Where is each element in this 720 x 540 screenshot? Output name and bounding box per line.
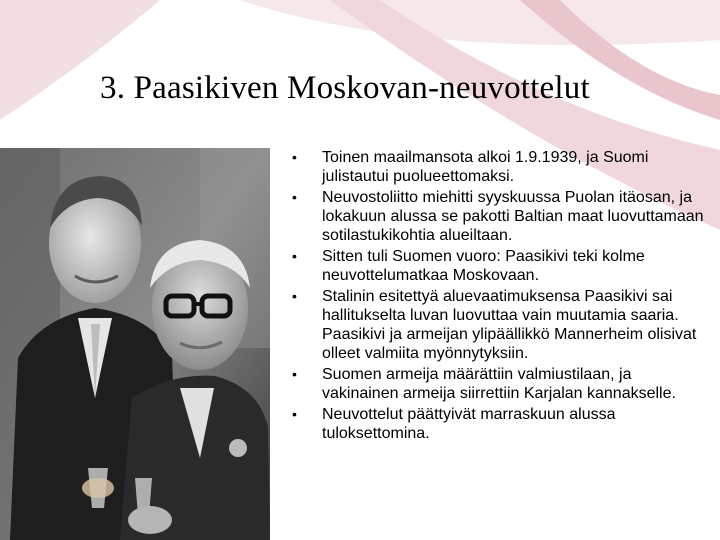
bullet-icon: • [292,288,297,304]
bullet-item: • Sitten tuli Suomen vuoro: Paasikivi teki kolme neuvottelumatkaa Moskovaan. [292,248,645,284]
bullet-icon: • [292,149,297,165]
bullet-item: • Toinen maailmansota alkoi 1.9.1939, ja Suomi julistautui puolueettomaksi. [292,149,649,185]
bullet-item: • Suomen armeija määrättiin valmiustilaan, ja vakinainen armeija siirrettiin Karjalan kannakselle. [292,366,676,402]
hand [128,506,172,534]
bullet-item: • Stalinin esitettyä aluevaatimuksensa Paasikivi sai hallitukselta luvan luovuttaa vain muutamia saaria. Paasikivi ja armeijan ylipäällikkö Mannerheim olisivat olleet valmiita myönnytyksiin. [292,288,697,362]
bullet-icon: • [292,189,297,205]
lapel-flower [229,439,247,457]
bullet-item: • Neuvottelut päättyivät marraskuun alussa tuloksettomina. [292,406,616,442]
bullet-list [291,148,711,445]
bullet-icon: • [292,366,297,382]
top-swoosh [240,0,720,45]
bullet-icon: • [292,248,297,264]
bullet-icon: • [292,406,297,422]
bullet-item: • Neuvostoliitto miehitti syyskuussa Puolan itäosan, ja lokakuun alussa se pakotti Baltian maat luovuttamaan sotilastukikohtia alueiltaan. [292,189,704,244]
historical-photo [0,148,270,540]
slide-title: 3. Paasikiven Moskovan-neuvottelut [100,70,590,106]
photo-image [0,148,270,540]
